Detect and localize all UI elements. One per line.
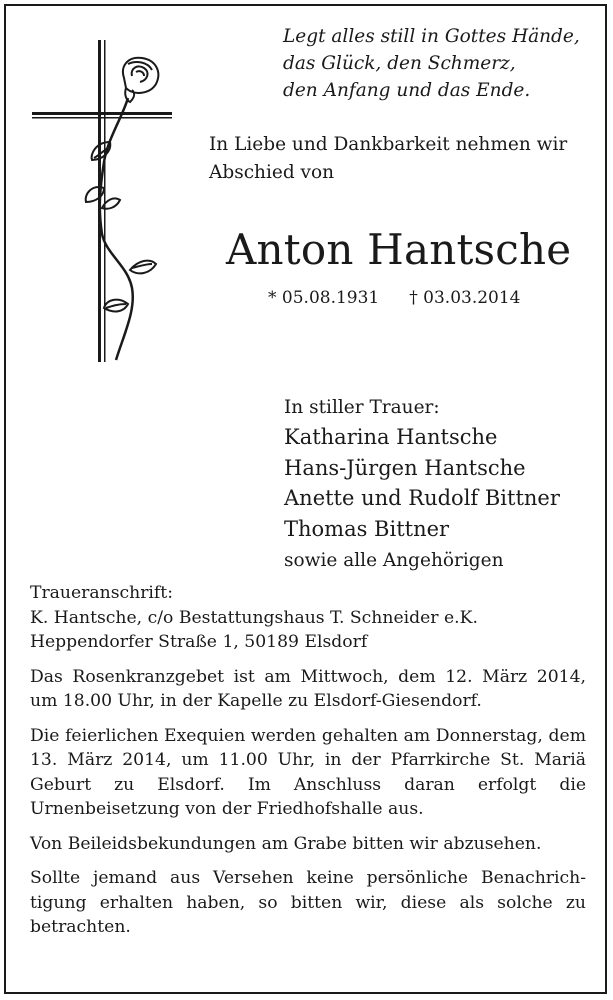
- birth-date: * 05.08.1931: [268, 288, 380, 308]
- mourners-others: sowie alle Angehörigen: [284, 550, 504, 571]
- mourner-name: Katharina Hantsche: [284, 425, 498, 449]
- intro-text: [209, 131, 599, 187]
- poem-line: Legt alles still in Gottes Hände,: [283, 26, 580, 47]
- intro-line: Abschied von: [209, 162, 335, 183]
- mourner-name: Hans-Jürgen Hantsche: [284, 455, 526, 480]
- mourners-label: In stiller Trauer:: [284, 397, 440, 418]
- address-label: Traueranschrift:: [30, 583, 173, 603]
- deceased-name: Anton Hantsche: [226, 225, 572, 274]
- poem-line: den Anfang und das Ende.: [283, 80, 531, 101]
- rosary-paragraph: Das Rosenkranzgebet ist am Mittwoch, dem 12. März 2014, um 18.00 Uhr, in der Kapelle zu Elsdorf-Giesendorf.: [30, 666, 586, 711]
- life-dates: [268, 286, 521, 310]
- intro-line: In Liebe und Dankbarkeit nehmen wir: [209, 134, 568, 155]
- death-date: † 03.03.2014: [409, 288, 521, 308]
- address-line: K. Hantsche, c/o Bestattungshaus T. Schneider e.K.: [30, 607, 478, 628]
- poem-line: das Glück, den Schmerz,: [283, 53, 516, 74]
- mourner-name: Thomas Bittner: [284, 516, 450, 541]
- address-line: Heppendorfer Straße 1, 50189 Elsdorf: [30, 632, 368, 652]
- poem: [283, 23, 593, 104]
- mourners-list: [284, 394, 604, 576]
- cross-with-rose-icon: [32, 38, 172, 368]
- exequies-paragraph: Die feierlichen Exequien werden gehalten am Donnerstag, dem 13. März 2014, um 11.00 Uhr, in der Pfarrkirche St. Mariä Geburt zu Elsdorf. Im Anschluss daran erfolgt die Urnenbeisetzung von der Friedhofshalle aus.: [30, 725, 586, 819]
- notice-body: [30, 581, 586, 940]
- notification-paragraph: Sollte jemand aus Versehen keine persönliche Benachrichtigung erhalten haben, so bitten wir, diese als solche zu betrachten.: [30, 868, 586, 937]
- mourning-address: [30, 581, 586, 655]
- condolence-paragraph: Von Beileidsbekundungen am Grabe bitten wir abzusehen.: [30, 833, 542, 854]
- mourner-name: Anette und Rudolf Bittner: [284, 486, 560, 510]
